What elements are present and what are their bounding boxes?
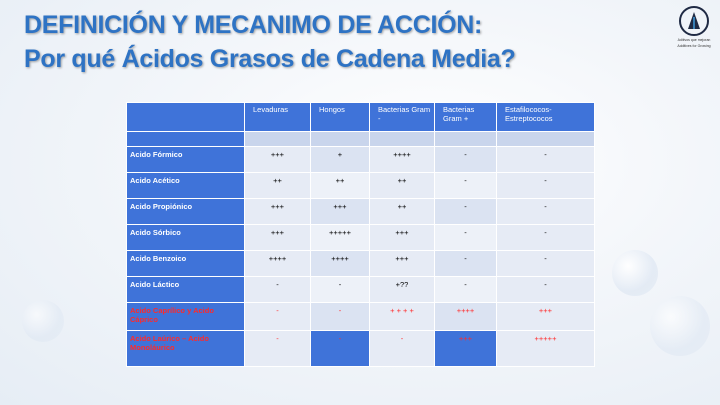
table-cell: +++ <box>370 251 435 277</box>
table-cell: ++++ <box>311 251 370 277</box>
spacer-cell <box>370 132 435 147</box>
table-row <box>127 251 595 277</box>
table-cell: ++++ <box>245 251 311 277</box>
table-cell: - <box>497 173 595 199</box>
spacer-cell <box>311 132 370 147</box>
row-label: Acido Benzoico <box>127 251 245 277</box>
table-cell: - <box>245 331 311 367</box>
table-cell: - <box>497 251 595 277</box>
table-cell: - <box>370 331 435 367</box>
spacer-cell <box>497 132 595 147</box>
table-cell: +++ <box>311 199 370 225</box>
row-label: Acido Acético <box>127 173 245 199</box>
logo-tagline-1: Aditivos que mejoran <box>677 38 711 42</box>
table-cell: +++ <box>245 199 311 225</box>
spacer-cell <box>435 132 497 147</box>
table-row <box>127 303 595 331</box>
title-line-2: Por qué Ácidos Grasos de Cadena Media? <box>24 45 516 73</box>
table-cell: - <box>497 199 595 225</box>
spacer-cell <box>127 132 245 147</box>
table-cell: ++ <box>370 199 435 225</box>
row-label: Acido Láctico <box>127 277 245 303</box>
table-cell: ++++ <box>435 303 497 331</box>
row-label: Acido Sórbico <box>127 225 245 251</box>
row-label: Acido Propiónico <box>127 199 245 225</box>
table-cell: +++ <box>245 147 311 173</box>
table-cell: - <box>435 277 497 303</box>
row-label: Acido Fórmico <box>127 147 245 173</box>
table-cell: - <box>311 277 370 303</box>
header-cell-bacterias-gram-pos: Bacterias Gram + <box>435 103 497 132</box>
logo-tagline-2: Additives for Growing <box>677 44 711 48</box>
table-header-row <box>127 103 595 132</box>
table-row <box>127 225 595 251</box>
table-cell: +++ <box>370 225 435 251</box>
row-label: Acido Laúrico – Acido Monoláurico <box>127 331 245 367</box>
table-cell: ++ <box>245 173 311 199</box>
table-cell: - <box>497 277 595 303</box>
table-cell: - <box>245 303 311 331</box>
decorative-bubble <box>22 300 64 342</box>
table-cell: - <box>435 199 497 225</box>
slide-title <box>24 8 644 76</box>
header-cell-empty <box>127 103 245 132</box>
table-cell: - <box>435 173 497 199</box>
table-row <box>127 173 595 199</box>
table-cell: ++ <box>311 173 370 199</box>
table-cell: +++ <box>497 303 595 331</box>
header-cell-estafilococos: Estafilococos-Estreptococos <box>497 103 595 132</box>
table-cell: - <box>435 147 497 173</box>
table-cell: ++++ <box>370 147 435 173</box>
table-cell: - <box>435 225 497 251</box>
spacer-cell <box>245 132 311 147</box>
table-cell: ++ <box>370 173 435 199</box>
table-cell: - <box>245 277 311 303</box>
decorative-bubble <box>612 250 658 296</box>
table-cell: - <box>497 225 595 251</box>
row-label: Acido Caprílico y Acido Cáprico <box>127 303 245 331</box>
company-logo <box>674 6 714 48</box>
table-cell: +++ <box>435 331 497 367</box>
table-cell: +++++ <box>311 225 370 251</box>
table-row <box>127 277 595 303</box>
table-cell: +?? <box>370 277 435 303</box>
table-cell: - <box>311 303 370 331</box>
header-cell-hongos: Hongos <box>311 103 370 132</box>
antimicrobial-activity-table <box>126 102 595 367</box>
table-cell: +++++ <box>497 331 595 367</box>
table-cell: - <box>497 147 595 173</box>
decorative-bubble <box>650 296 710 356</box>
table-row <box>127 199 595 225</box>
table-cell: + + + + <box>370 303 435 331</box>
table-cell: - <box>311 331 370 367</box>
title-line-1: DEFINICIÓN Y MECANIMO DE ACCIÓN: <box>24 11 483 39</box>
table-cell: + <box>311 147 370 173</box>
header-cell-bacterias-gram-neg: Bacterias Gram - <box>370 103 435 132</box>
table-cell: +++ <box>245 225 311 251</box>
table-row <box>127 147 595 173</box>
table-spacer-row <box>127 132 595 147</box>
header-cell-levaduras: Levaduras <box>245 103 311 132</box>
logo-emblem-icon <box>679 6 709 36</box>
table-row <box>127 331 595 367</box>
table-cell: - <box>435 251 497 277</box>
